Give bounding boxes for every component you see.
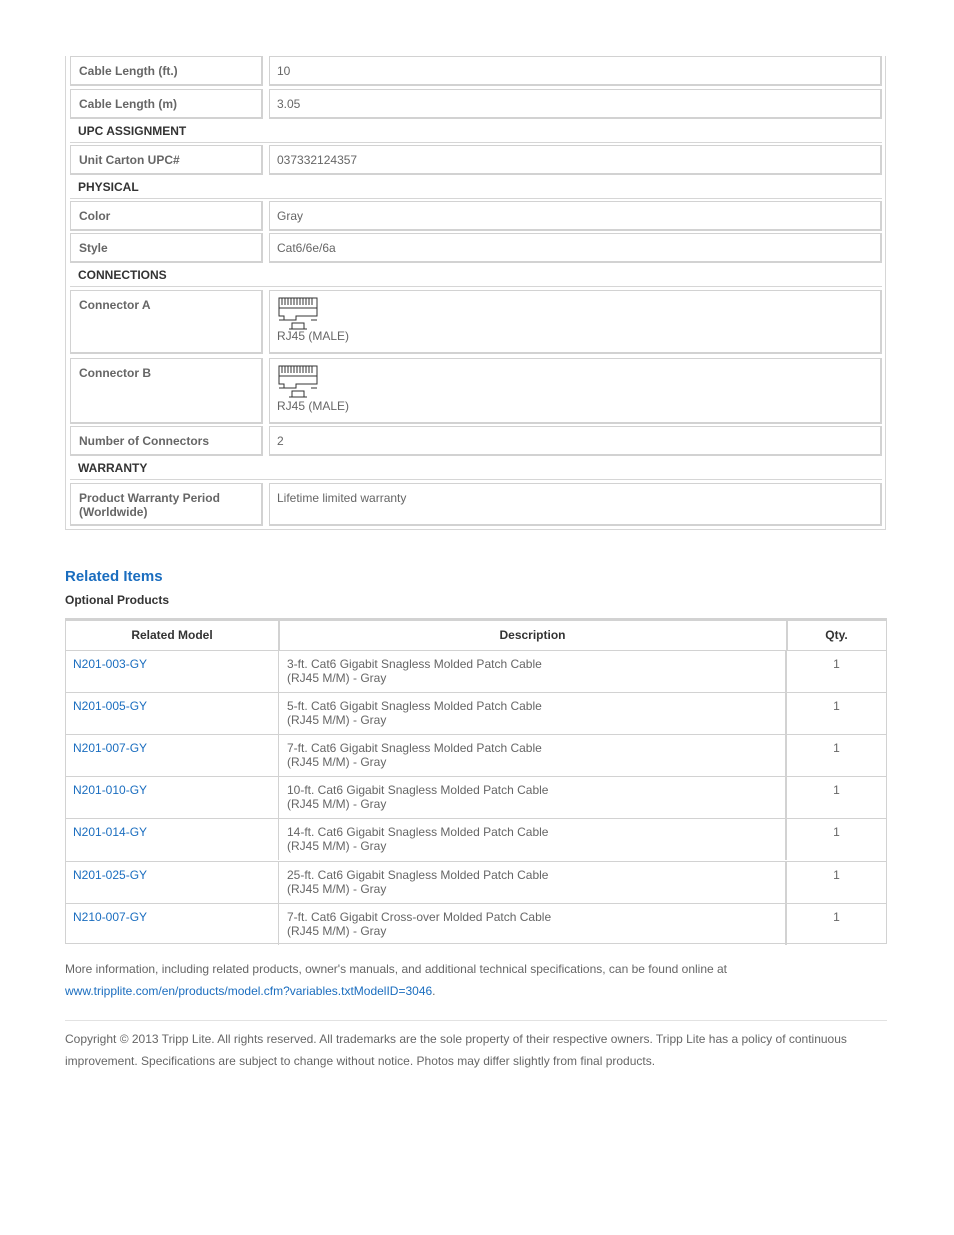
link-suffix: .: [432, 984, 436, 998]
table-header-row: [66, 621, 886, 651]
table-row: [66, 776, 886, 818]
spec-label: Number of Connectors: [70, 426, 263, 456]
connector-b-type: RJ45 (MALE): [277, 399, 350, 413]
model-link[interactable]: N201-005-GY: [73, 699, 148, 713]
table-row: [66, 903, 886, 945]
copyright-notice: Copyright © 2013 Tripp Lite. All rights reserved. All trademarks are the sole property of their respective owners. Tripp Lite has a policy of continuous improvement. Specifications are subject to change without notice. Photos may differ slightly from final products.: [65, 1032, 847, 1068]
description-line: 10-ft. Cat6 Gigabit Snagless Molded Patch Cable: [287, 783, 549, 797]
qty-cell: 1: [787, 903, 886, 945]
section-header-text: PHYSICAL: [78, 180, 139, 194]
model-cell: [66, 776, 278, 818]
more-information-text: [65, 958, 895, 1002]
table-row: [66, 692, 886, 734]
model-cell: [66, 734, 278, 776]
description-line: (RJ45 M/M) - Gray: [287, 713, 387, 727]
description-cell: [278, 861, 787, 903]
description-line: 3-ft. Cat6 Gigabit Snagless Molded Patch Cable: [287, 657, 542, 671]
description-line: (RJ45 M/M) - Gray: [287, 755, 387, 769]
table-row: [66, 734, 886, 776]
section-header-connections: [70, 262, 882, 287]
section-header-warranty: [70, 455, 882, 480]
spec-row-warranty-period: [70, 483, 882, 526]
spec-value: 2: [269, 426, 882, 456]
spec-value: 037332124357: [269, 145, 882, 175]
section-header-text: WARRANTY: [78, 461, 148, 475]
description-cell: [278, 776, 787, 818]
spec-label: Cable Length (ft.): [70, 56, 263, 86]
spec-value: 10: [269, 56, 882, 86]
header-qty: Qty.: [825, 628, 848, 642]
spec-label: Product Warranty Period (Worldwide): [70, 483, 263, 526]
qty-cell: 1: [787, 734, 886, 776]
spec-value: [269, 290, 882, 354]
table-row: [66, 650, 886, 692]
header-description: Description: [499, 628, 566, 642]
model-link[interactable]: N201-025-GY: [73, 868, 148, 882]
description-line: 5-ft. Cat6 Gigabit Snagless Molded Patch Cable: [287, 699, 542, 713]
spec-value: Gray: [269, 201, 882, 231]
related-items-title: Related Items: [65, 568, 163, 585]
description-cell: [278, 650, 787, 692]
spec-row-connector-a: [70, 290, 882, 354]
qty-cell: 1: [787, 692, 886, 734]
product-page-link[interactable]: www.tripplite.com/en/products/model.cfm?variables.txtModelID=3046: [65, 984, 433, 998]
model-cell: [66, 818, 278, 860]
qty-cell: 1: [787, 818, 886, 860]
spec-label: Cable Length (m): [70, 89, 263, 119]
description-cell: [278, 818, 787, 860]
header-divider: [786, 621, 788, 651]
description-cell: [278, 734, 787, 776]
spec-label: Unit Carton UPC#: [70, 145, 263, 175]
header-divider: [278, 621, 280, 651]
description-line: (RJ45 M/M) - Gray: [287, 797, 387, 811]
section-header-text: UPC ASSIGNMENT: [78, 124, 187, 138]
description-line: 7-ft. Cat6 Gigabit Cross-over Molded Patch Cable: [287, 910, 552, 924]
spec-label: Style: [70, 233, 263, 263]
spec-value: Cat6/6e/6a: [269, 233, 882, 263]
description-cell: [278, 903, 787, 945]
spec-row-style: [70, 233, 882, 263]
spec-label: Color: [70, 201, 263, 231]
description-line: 7-ft. Cat6 Gigabit Snagless Molded Patch Cable: [287, 741, 542, 755]
spec-value: Lifetime limited warranty: [269, 483, 882, 526]
table-row: [66, 861, 886, 903]
connector-a-type: RJ45 (MALE): [277, 329, 350, 343]
related-products-table: [65, 618, 887, 944]
model-link[interactable]: N201-010-GY: [73, 783, 148, 797]
spec-row-connector-b: [70, 358, 882, 424]
description-cell: [278, 692, 787, 734]
spec-row-unit-carton-upc: [70, 145, 882, 175]
description-line: (RJ45 M/M) - Gray: [287, 839, 387, 853]
description-line: 25-ft. Cat6 Gigabit Snagless Molded Patch Cable: [287, 868, 549, 882]
section-header-physical: [70, 174, 882, 199]
model-cell: [66, 861, 278, 903]
qty-cell: 1: [787, 861, 886, 903]
model-cell: [66, 650, 278, 692]
model-cell: [66, 903, 278, 945]
table-row: [66, 818, 886, 860]
description-line: 14-ft. Cat6 Gigabit Snagless Molded Patch Cable: [287, 825, 549, 839]
specifications-table: [65, 56, 886, 530]
header-related-model: Related Model: [131, 628, 213, 642]
model-link[interactable]: N201-014-GY: [73, 825, 148, 839]
section-header-text: CONNECTIONS: [78, 268, 167, 282]
model-cell: [66, 692, 278, 734]
more-info-sentence: More information, including related products, owner's manuals, and additional technical specifications, can be found online at: [65, 962, 728, 976]
footer-divider: [65, 1020, 887, 1021]
section-header-upc: [70, 118, 882, 143]
spec-row-color: [70, 201, 882, 231]
qty-cell: 1: [787, 776, 886, 818]
optional-products-subtitle: Optional Products: [65, 593, 170, 607]
spec-value: 3.05: [269, 89, 882, 119]
qty-cell: 1: [787, 650, 886, 692]
description-line: (RJ45 M/M) - Gray: [287, 671, 387, 685]
spec-label: Connector B: [70, 358, 263, 424]
model-link[interactable]: N201-007-GY: [73, 741, 148, 755]
spec-row-cable-length-ft: [70, 56, 882, 86]
description-line: (RJ45 M/M) - Gray: [287, 924, 387, 938]
model-link[interactable]: N210-007-GY: [73, 910, 148, 924]
spec-row-cable-length-m: [70, 89, 882, 119]
spec-value: [269, 358, 882, 424]
model-link[interactable]: N201-003-GY: [73, 657, 148, 671]
spec-label: Connector A: [70, 290, 263, 354]
description-line: (RJ45 M/M) - Gray: [287, 882, 387, 896]
spec-row-number-of-connectors: [70, 426, 882, 456]
